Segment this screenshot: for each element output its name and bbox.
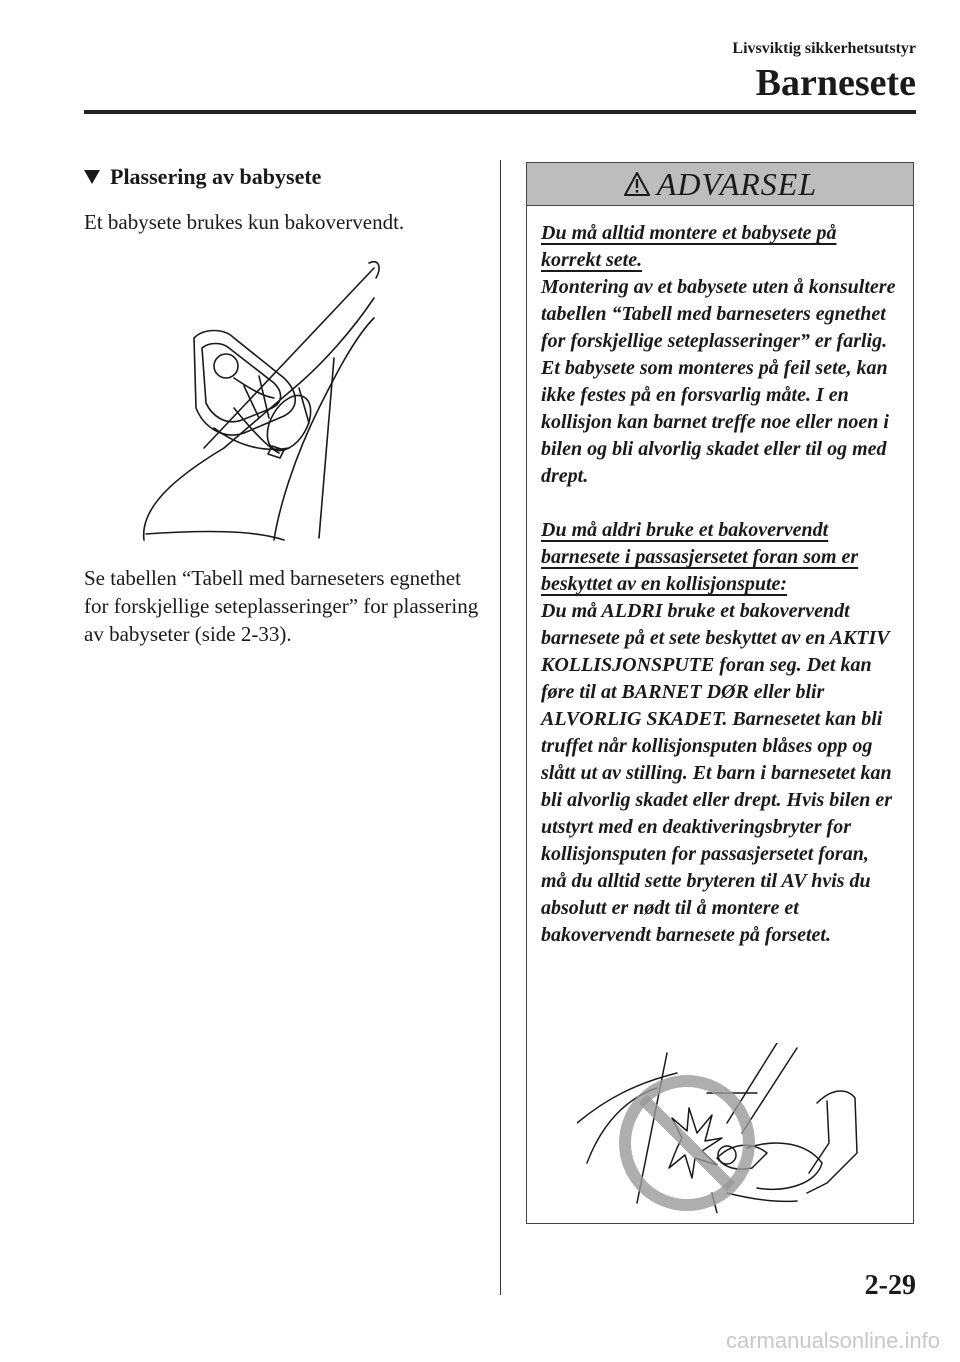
baby-seat-illustration: [84, 258, 384, 548]
warning-p2-heading: Du må aldri bruke et bakovervendt barnesete i passasjersetet foran som er beskyttet av en kollisjonspute:: [541, 519, 859, 595]
reference-paragraph: Se tabellen “Tabell med barneseters egnethet for forskjellige seteplasseringer” for plassering av babyseter (side 2-33).: [84, 566, 479, 646]
triangle-bullet-icon: [84, 170, 100, 184]
column-divider: [500, 160, 501, 1295]
intro-text: Et babysete brukes kun bakovervendt.: [84, 210, 405, 234]
running-header-title: Barnesete: [755, 62, 916, 104]
section-heading-text: Plassering av babysete: [110, 164, 322, 189]
header-rule: [84, 110, 916, 114]
section-heading: [84, 164, 484, 190]
warning-p2-body: Du må ALDRI bruke et bakovervendt barnesete på et sete beskyttet av en AKTIV KOLLISJONSPUTE foran seg. Det kan føre til at BARNET DØR eller blir ALVORLIG SKADET. Barnesetet kan bli truffet når kollisjonsputen blåses opp og slått ut av stilling. Et barn i barnesetet kan bli alvorlig skadet eller drept. Hvis bilen er utstyrt med en deaktiveringsbryter for kollisjonsputen for passasjersetet foran, må du alltid sette bryteren til AV hvis du absolutt er nødt til å montere et bakovervendt barnesete på forsetet.: [541, 600, 893, 946]
left-column: [84, 160, 484, 648]
warning-triangle-icon: [623, 171, 651, 197]
page-number: 2-29: [864, 1270, 916, 1301]
running-header-section: Livsviktig sikkerhetsutstyr: [732, 40, 916, 57]
warning-title: ADVARSEL: [656, 165, 818, 202]
warning-p1-body: Montering av et babysete uten å konsultere tabellen “Tabell med barneseters egnethet for forskjellige seteplasseringer” er farlig. Et babysete som monteres på feil sete, kan ikke festes på en forsvarlig måte. I en kollisjon kan barnet treffe noe eller noen i bilen og bli alvorlig skadet eller til og med drept.: [541, 276, 896, 487]
prohibition-circle-icon: [625, 1081, 749, 1205]
warning-body: [527, 206, 913, 949]
warning-box: [526, 162, 914, 1224]
airbag-prohibition-illustration: [577, 1043, 867, 1213]
warning-header: [527, 163, 913, 206]
warning-p1-heading: Du må alltid montere et babysete på korrekt sete.: [541, 222, 837, 271]
watermark: carmanualsonline.info: [725, 1328, 940, 1353]
